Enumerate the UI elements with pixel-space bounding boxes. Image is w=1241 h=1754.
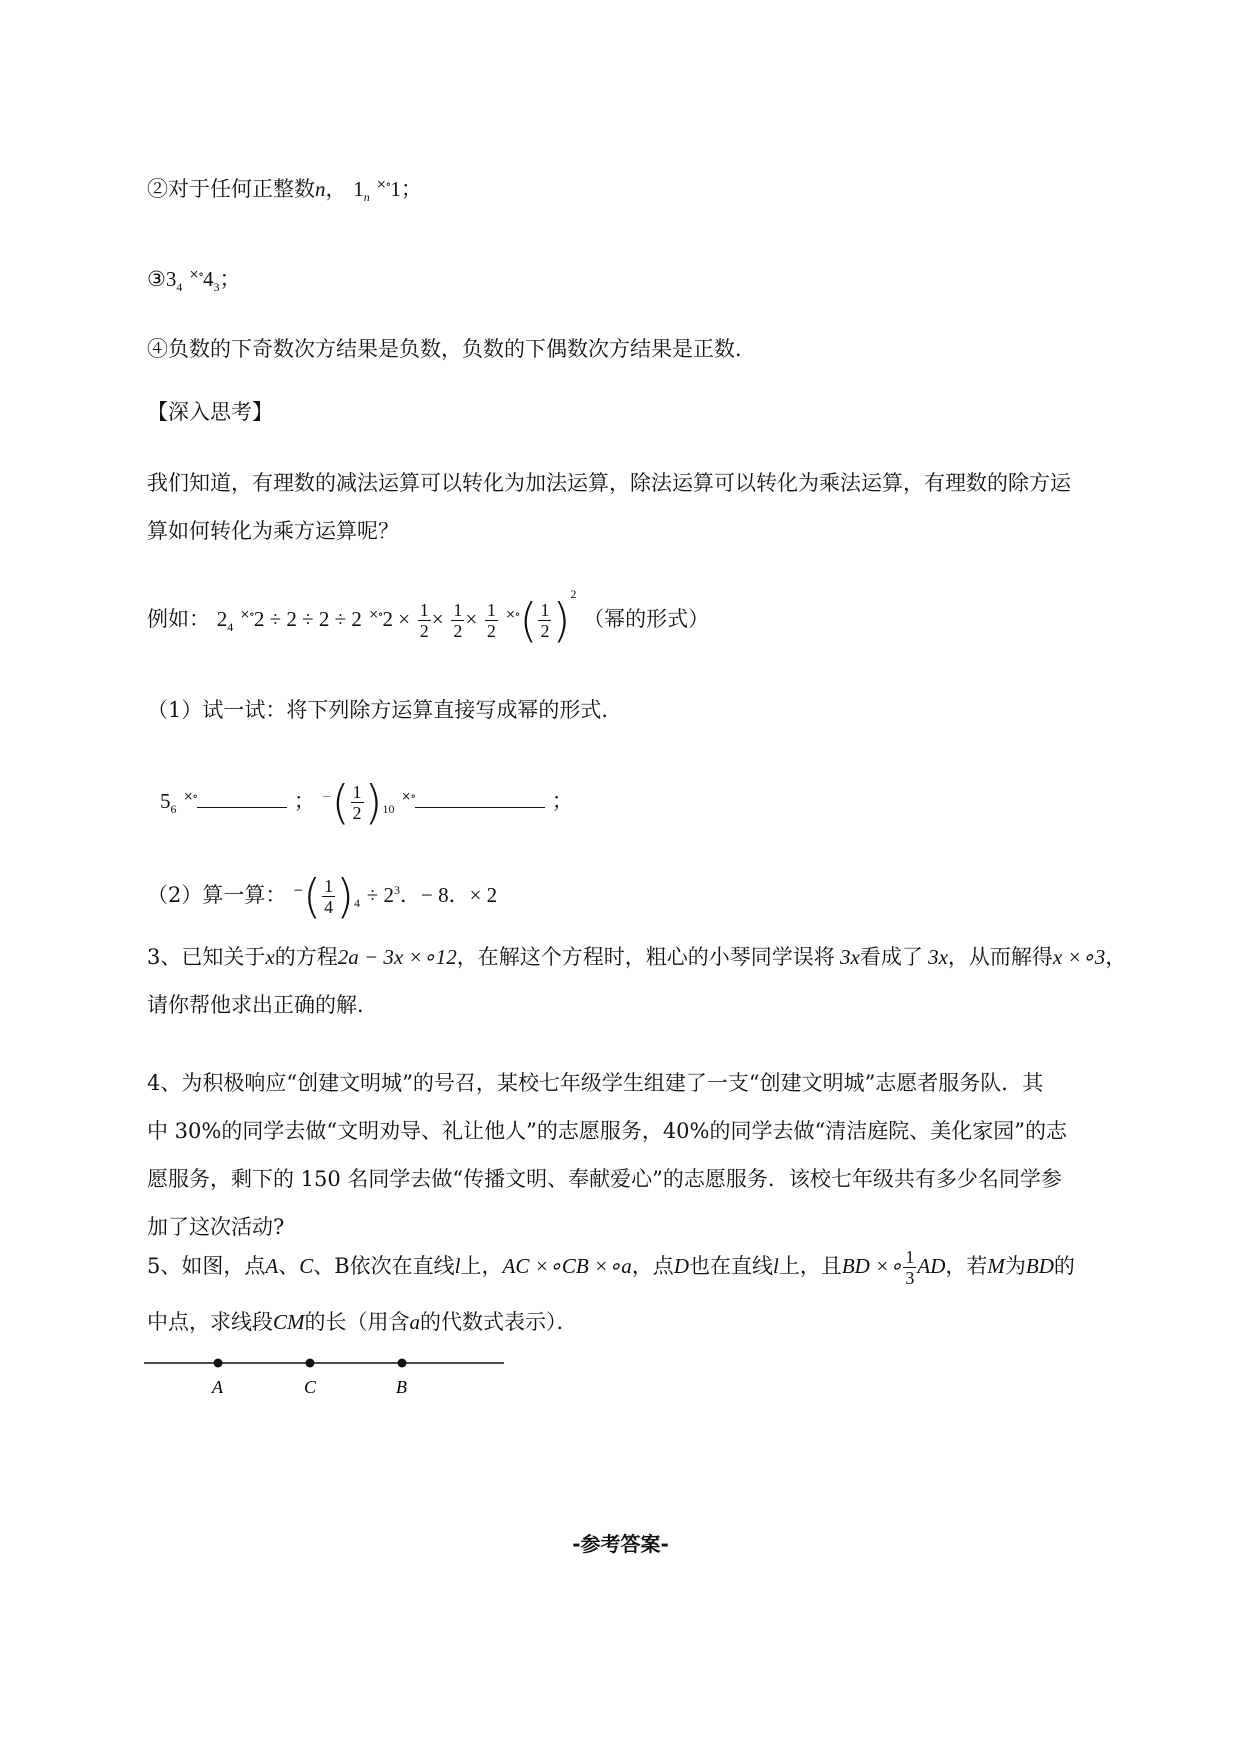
answer-blank-1[interactable] (197, 806, 287, 808)
point-label-c: C (304, 1377, 317, 1397)
example-line: 例如： $2_4$ ×∘2 ÷ 2 ÷ 2 ÷ 2 ×∘2 × $\frac{1}{2}$ × $\frac{1}{2}$ × $\frac{1}{2}$ ×∘( $\frac{1}{2}$ )$^2$ （幂的形式） (147, 587, 710, 648)
item-2: ②对于任何正整数n， $1_n$ ×∘1； (147, 177, 422, 205)
item-3: $③3_4$ $^{\times\circ}4_3$； (147, 267, 241, 295)
fraction: $\frac{1}{3}$ (905, 1247, 915, 1288)
point-c (306, 1359, 315, 1368)
fraction: $\frac{1}{2}$ (540, 600, 550, 641)
fraction: $\frac{1}{2}$ (419, 600, 429, 641)
point-label-b: B (396, 1377, 407, 1397)
line-figure (140, 1345, 520, 1405)
problem-5: 5、如图，点A、C、B依次在直线l上，AC ×∘CB ×∘a，点D也在直线l上，且BD ×∘ $\frac{1}{3}$ AD，若M为BD的 中点，求线段CM的长（用含a的代数式表示）． (147, 1247, 1075, 1334)
problem-3: 3、已知关于x的方程2a − 3x ×∘12，在解这个方程时，粗心的小琴同学误将 3x看成了 3x，从而解得x ×∘3， 请你帮他求出正确的解． (147, 945, 1127, 1017)
section-heading: 【深入思考】 (147, 400, 273, 424)
answer-blank-2[interactable] (415, 806, 545, 808)
question-1-label: （1）试一试：将下列除方运算直接写成幂的形式． (147, 698, 623, 722)
point-b (398, 1359, 407, 1368)
question-1-answers: $5_6$ ×∘ ； −( $\frac{1}{2}$ )$_{10}$ ×∘ ； (160, 775, 573, 830)
point-a (214, 1359, 223, 1368)
question-2: （2）算一算： −( $\frac{1}{4}$ )$_4 \div 2^3$．− 8．× 2 (147, 869, 498, 924)
fraction: $\frac{1}{2}$ (352, 782, 362, 823)
problem-4: 4、为积极响应“创建文明城”的号召，某校七年级学生组建了一支“创建文明城”志愿者服务队．其 中 30%的同学去做“文明劝导、礼让他人”的志愿服务，40%的同学去做“清洁庭院、美化家园”的志 愿服务，剩下的 150 名同学去做“传播文明、奉献爱心”的志愿服务．该校七年级共有多少名同学参 加了这次活动? (147, 1071, 1067, 1239)
fraction: $\frac{1}{2}$ (453, 600, 463, 641)
answer-heading: -参考答案- (572, 1532, 669, 1556)
fraction: $\frac{1}{2}$ (486, 600, 496, 641)
point-label-a: A (212, 1377, 223, 1397)
item-4: ④负数的下奇数次方结果是负数，负数的下偶数次方结果是正数． (147, 337, 756, 361)
fraction: $\frac{1}{4}$ (324, 876, 334, 917)
figure-points (211, 1359, 407, 1398)
section-intro: 我们知道，有理数的减法运算可以转化为加法运算，除法运算可以转化为乘法运算，有理数的除方运 算如何转化为乘方运算呢？ (147, 471, 1071, 543)
